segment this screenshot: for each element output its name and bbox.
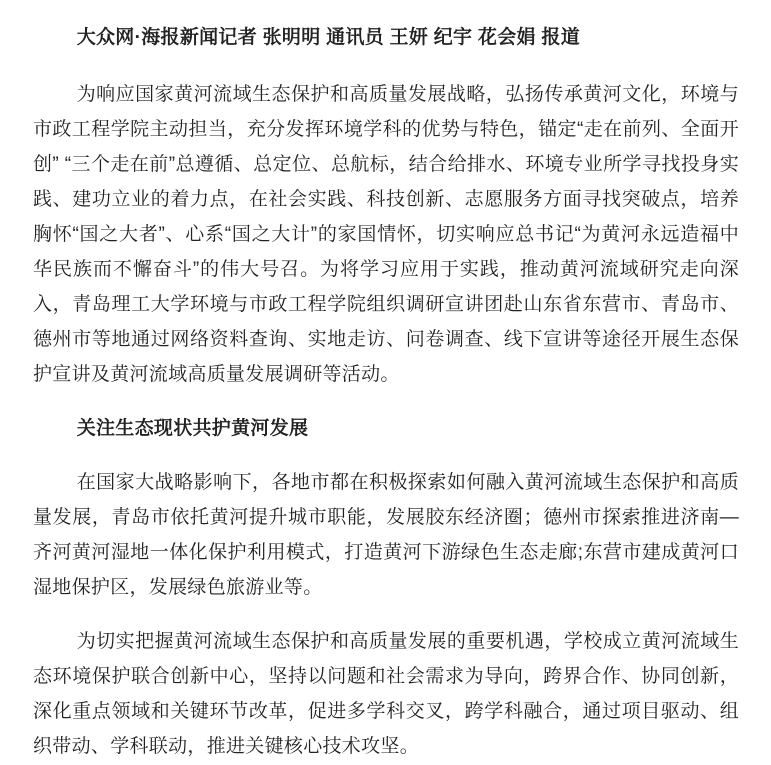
section-paragraph-1: 在国家大战略影响下，各地市都在积极探索如何融入黄河流域生态保护和高质量发展，青岛市依托黄河提升城市职能，发展胶东经济圈；德州市探索推进济南—齐河黄河湿地一体化保护利用模式，打造黄河下游绿色生态走廊;东营市建成黄河口湿地保护区，发展绿色旅游业等。: [33, 472, 739, 598]
byline: 大众网·海报新闻记者 张明明 通讯员 王妍 纪宇 花会娟 报道: [76, 27, 580, 48]
section-heading: 关注生态现状共护黄河发展: [76, 418, 309, 439]
intro-paragraph: 为响应国家黄河流域生态保护和高质量发展战略，弘扬传承黄河文化，环境与市政工程学院主动担当，充分发挥环境学科的优势与特色，锚定“走在前列、全面开创” “三个走在前”总遵循、总定位、总航标，结合给排水、环境专业所学寻找投身实践、建功立业的着力点，在社会实践、科技创新、志愿服务方面寻找突破点，培养胸怀“国之大者”、心系“国之大计”的家国情怀，切实响应总书记“为黄河永远造福中华民族而不懈奋斗”的伟大号召。为将学习应用于实践，推动黄河流域研究走向深入，青岛理工大学环境与市政工程学院组织调研宣讲团赴山东省东营市、青岛市、德州市等地通过网络资料查询、实地走访、问卷调查、线下宣讲等途径开展生态保护宣讲及黄河流域高质量发展调研等活动。: [33, 84, 739, 385]
section-paragraph-2: 为切实把握黄河流域生态保护和高质量发展的重要机遇，学校成立黄河流域生态环境保护联合创新中心，坚持以问题和社会需求为导向，跨界合作、协同创新，深化重点领域和关键环节改革，促进多学科交叉，跨学科融合，通过项目驱动、组织带动、学科联动，推进关键核心技术攻坚。: [33, 631, 739, 757]
